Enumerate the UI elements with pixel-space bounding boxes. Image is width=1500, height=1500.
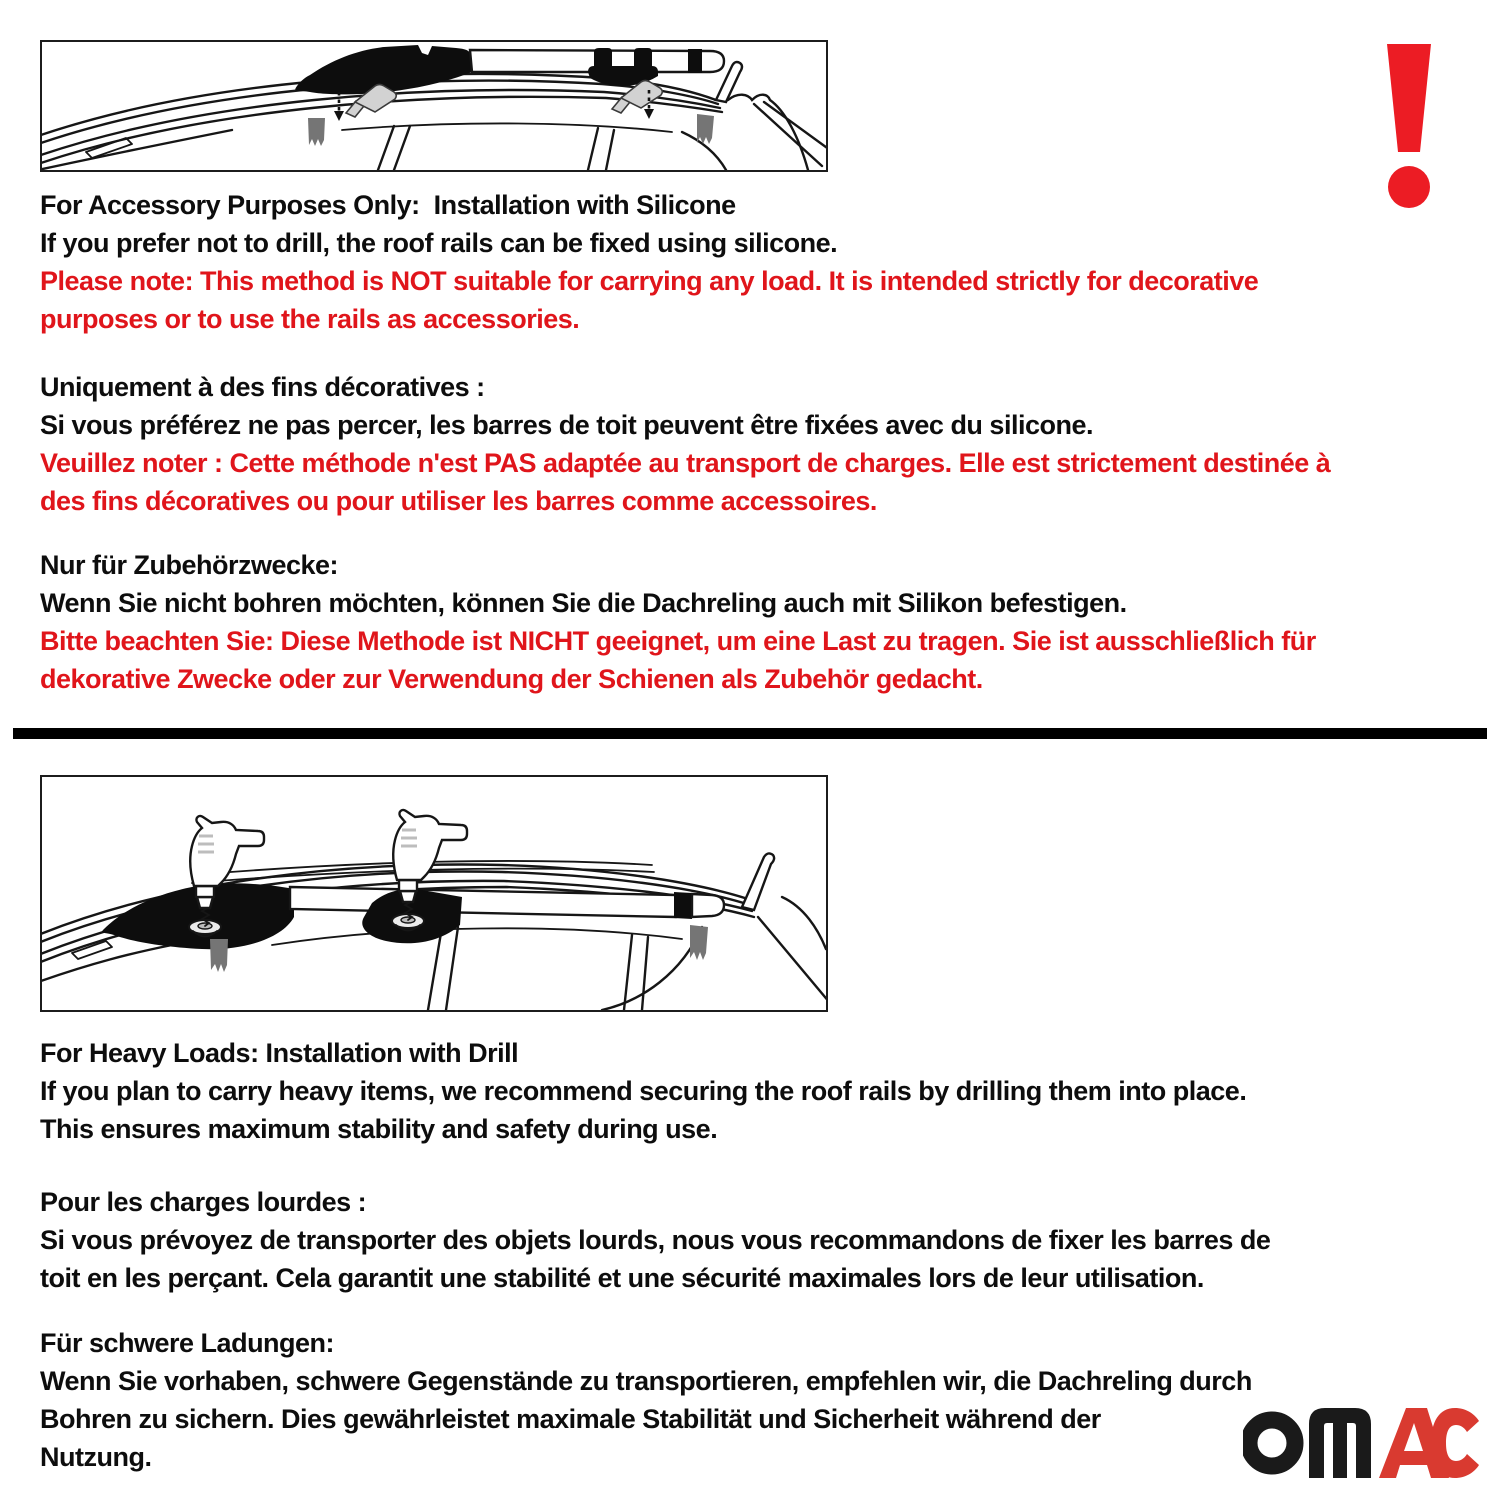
section-divider bbox=[13, 728, 1487, 739]
roof-rail-drill-drawing bbox=[42, 777, 826, 1010]
roof-rail-silicone-drawing bbox=[42, 42, 826, 170]
en-silicone-heading: For Accessory Purposes Only: Installation with Silicone bbox=[40, 190, 736, 220]
fr-drill-body-line2: toit en les perçant. Cela garantit une stabilité et une sécurité maximales lors de leur utilisation. bbox=[40, 1263, 1204, 1293]
silicone-text-fr bbox=[40, 368, 1470, 520]
de-drill-heading: Für schwere Ladungen: bbox=[40, 1328, 335, 1358]
fr-silicone-warning-line1: Veuillez noter : Cette méthode n'est PAS adaptée au transport de charges. Elle est strictement destinée à bbox=[40, 448, 1331, 478]
de-drill-body-line2: Bohren zu sichern. Dies gewährleistet maximale Stabilität und Sicherheit während der bbox=[40, 1404, 1101, 1434]
omac-logo-graphic bbox=[1243, 1407, 1479, 1479]
fr-silicone-heading: Uniquement à des fins décoratives : bbox=[40, 372, 485, 402]
de-drill-body-line1: Wenn Sie vorhaben, schwere Gegenstände zu transportieren, empfehlen wir, die Dachreling durch bbox=[40, 1366, 1252, 1396]
de-drill-body-line3: Nutzung. bbox=[40, 1442, 152, 1472]
fr-silicone-warning-line2: des fins décoratives ou pour utiliser les barres comme accessoires. bbox=[40, 486, 877, 516]
omac-logo bbox=[1243, 1407, 1479, 1484]
de-silicone-heading: Nur für Zubehörzwecke: bbox=[40, 550, 339, 580]
en-silicone-body: If you prefer not to drill, the roof rails can be fixed using silicone. bbox=[40, 228, 838, 258]
silicone-installation-diagram bbox=[40, 40, 828, 172]
silicone-text-en bbox=[40, 186, 1470, 338]
drill-text-fr bbox=[40, 1183, 1470, 1297]
de-silicone-warning-line2: dekorative Zwecke oder zur Verwendung der Schienen als Zubehör gedacht. bbox=[40, 664, 983, 694]
drill-installation-diagram bbox=[40, 775, 828, 1012]
fr-silicone-body: Si vous préférez ne pas percer, les barres de toit peuvent être fixées avec du silicone. bbox=[40, 410, 1093, 440]
fr-drill-heading: Pour les charges lourdes : bbox=[40, 1187, 367, 1217]
en-drill-body-line1: If you plan to carry heavy items, we recommend securing the roof rails by drilling them into place. bbox=[40, 1076, 1247, 1106]
de-silicone-body: Wenn Sie nicht bohren möchten, können Sie die Dachreling auch mit Silikon befestigen. bbox=[40, 588, 1127, 618]
silicone-text-de bbox=[40, 546, 1470, 698]
en-silicone-warning-line1: Please note: This method is NOT suitable for carrying any load. It is intended strictly for decorative bbox=[40, 266, 1259, 296]
en-silicone-warning-line2: purposes or to use the rails as accessories. bbox=[40, 304, 580, 334]
fr-drill-body-line1: Si vous prévoyez de transporter des objets lourds, nous vous recommandons de fixer les barres de bbox=[40, 1225, 1271, 1255]
de-silicone-warning-line1: Bitte beachten Sie: Diese Methode ist NICHT geeignet, um eine Last zu tragen. Sie ist ausschließlich für bbox=[40, 626, 1316, 656]
en-drill-heading: For Heavy Loads: Installation with Drill bbox=[40, 1038, 519, 1068]
drill-text-en bbox=[40, 1034, 1470, 1148]
en-drill-body-line2: This ensures maximum stability and safety during use. bbox=[40, 1114, 718, 1144]
